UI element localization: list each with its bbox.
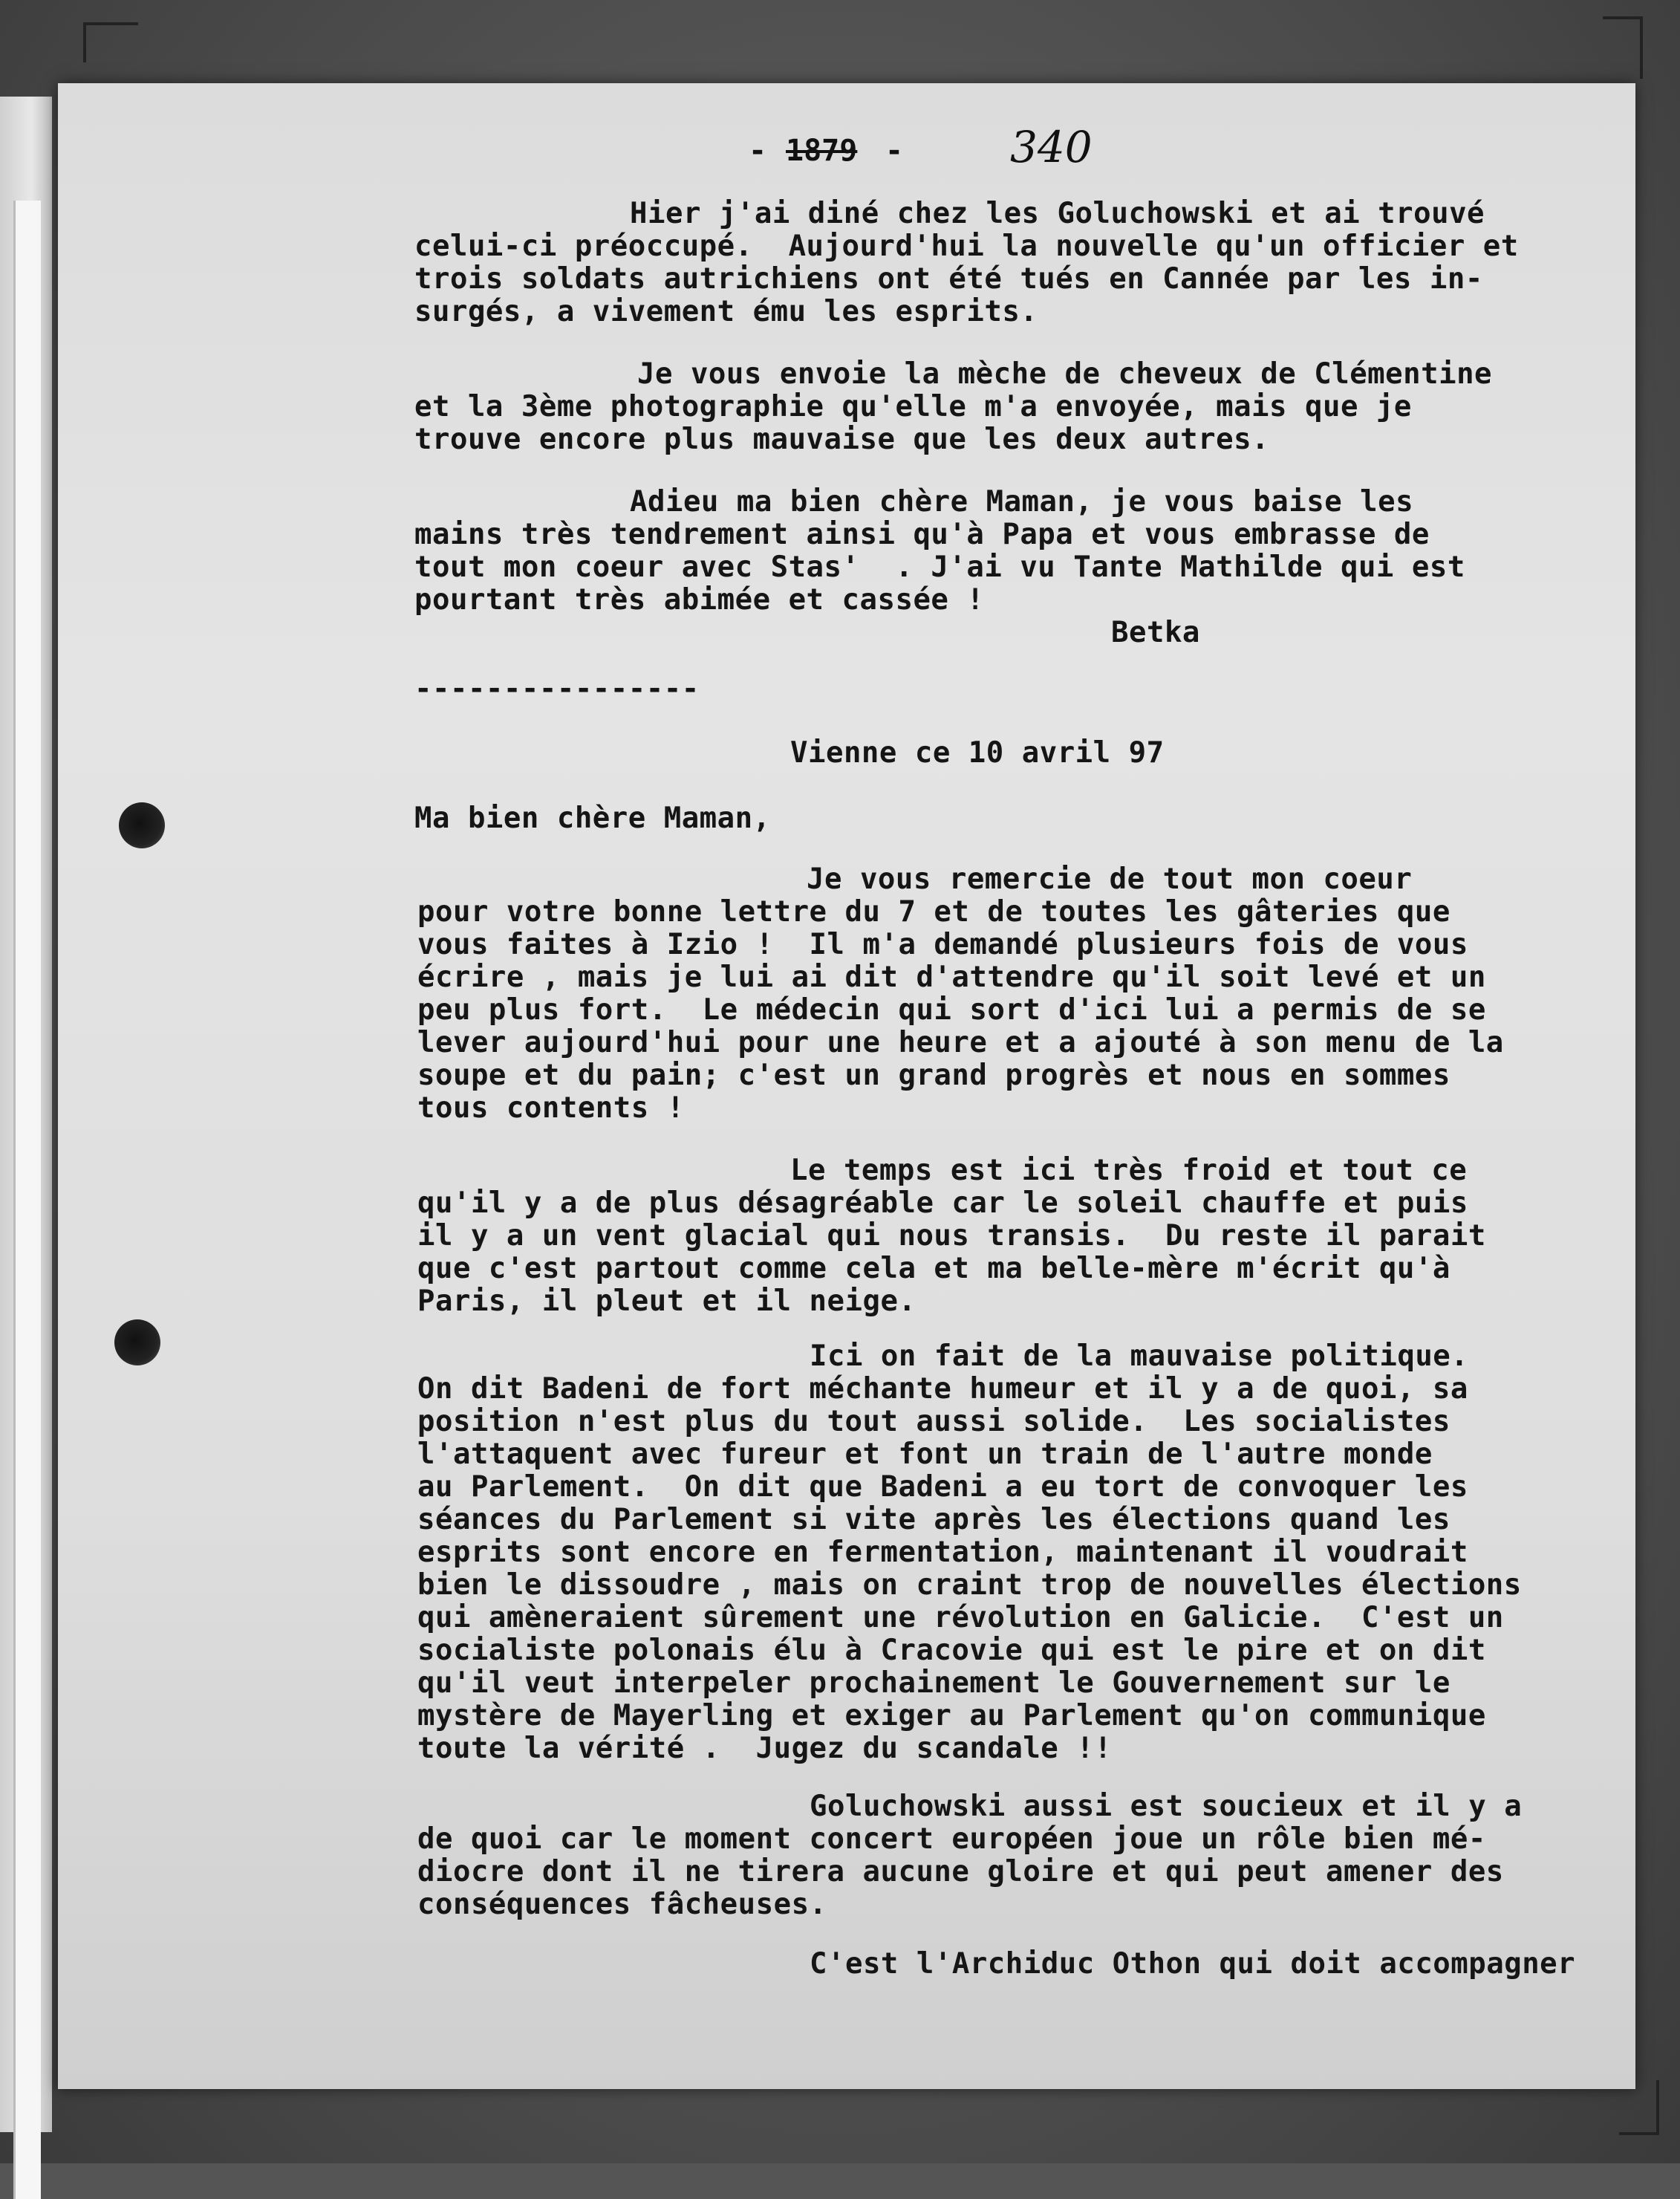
text-line: de quoi car le moment concert européen joue un rôle bien mé- [417,1822,1486,1856]
text-line: pour votre bonne lettre du 7 et de toutes les gâteries que [417,895,1451,929]
letter-date: Vienne ce 10 avril 97 [790,736,1165,770]
text-line: au Parlement. On dit que Badeni a eu tort de convoquer les [417,1470,1468,1504]
text-line: position n'est plus du tout aussi solide. Les socialistes [417,1405,1451,1438]
text-line: surgés, a vivement ému les esprits. [414,295,1038,328]
handwritten-page-number: 340 [1010,122,1093,172]
text-line: diocre dont il ne tirera aucune gloire et qui peut amener des [417,1855,1504,1888]
text-line: peu plus fort. Le médecin qui sort d'ici lui a permis de se [417,993,1486,1027]
text-line: Paris, il pleut et il neige. [417,1284,916,1318]
punch-hole-lower [114,1319,160,1365]
text-line: C'est l'Archiduc Othon qui doit accompagner [810,1947,1576,1981]
text-line: Je vous remercie de tout mon coeur [807,863,1413,896]
text-line: Hier j'ai diné chez les Goluchowski et ai trouvé [630,197,1485,230]
punch-hole-upper [119,802,165,848]
text-line: tous contents ! [417,1091,685,1125]
text-line: esprits sont encore en fermentation, maintenant il voudrait [417,1536,1468,1569]
text-line: pourtant très abimée et cassée ! [414,583,985,617]
old-page-number: 1879 [786,134,858,168]
text-line: soupe et du pain; c'est un grand progrès et nous en sommes [417,1059,1451,1092]
crop-mark-top-left [83,22,138,62]
text-line: trouve encore plus mauvaise que les deux autres. [414,423,1270,456]
text-line: qu'il y a de plus désagréable car le soleil chauffe et puis [417,1186,1468,1220]
page-number-dash-left: - [749,134,767,168]
sheet-strip [13,201,41,2199]
signature-betka: Betka [1111,616,1200,649]
text-line: l'attaquent avec fureur et font un train de l'autre monde [417,1438,1433,1471]
text-line: trois soldats autrichiens ont été tués en Cannée par les in- [414,262,1483,296]
text-line: vous faites à Izio ! Il m'a demandé plusieurs fois de vous [417,928,1468,961]
text-line: mains très tendrement ainsi qu'à Papa et vous embrasse de [414,518,1430,551]
crop-mark-top-right [1603,16,1643,79]
text-line: il y a un vent glacial qui nous transis. Du reste il parait [417,1219,1486,1253]
text-line: et la 3ème photographie qu'elle m'a envoyée, mais que je [414,390,1412,423]
text-line: lever aujourd'hui pour une heure et a ajouté à son menu de la [417,1026,1504,1059]
text-line: mystère de Mayerling et exiger au Parlement qu'on communique [417,1699,1486,1732]
page-number-dash-right: - [885,134,904,168]
text-line: Goluchowski aussi est soucieux et il y a [810,1790,1523,1823]
text-line: séances du Parlement si vite après les élections quand les [417,1503,1451,1536]
text-line: écrire , mais je lui ai dit d'attendre qu'il soit levé et un [417,961,1486,994]
text-line: Ici on fait de la mauvaise politique. [810,1339,1469,1373]
text-line: Adieu ma bien chère Maman, je vous baise les [630,485,1414,519]
text-line: qui amèneraient sûrement une révolution en Galicie. C'est un [417,1601,1504,1634]
text-line: que c'est partout comme cela et ma belle-mère m'écrit qu'à [417,1252,1451,1285]
separator-line: ---------------- [414,672,700,706]
text-line: tout mon coeur avec Stas' . J'ai vu Tante Mathilde qui est [414,550,1465,584]
text-line: socialiste polonais élu à Cracovie qui est le pire et on dit [417,1634,1486,1667]
underlying-sheet-edge [0,97,52,2132]
text-line: Le temps est ici très froid et tout ce [790,1154,1468,1187]
text-line: bien le dissoudre , mais on craint trop de nouvelles élections [417,1568,1522,1602]
text-line: conséquences fâcheuses. [417,1888,827,1921]
letter-page [58,83,1635,2089]
text-line: Je vous envoie la mèche de cheveux de Clémentine [637,357,1493,391]
text-line: On dit Badeni de fort méchante humeur et il y a de quoi, sa [417,1372,1468,1406]
text-line: celui-ci préoccupé. Aujourd'hui la nouvelle qu'un officier et [414,230,1519,263]
salutation: Ma bien chère Maman, [414,802,771,835]
text-line: toute la vérité . Jugez du scandale !! [417,1732,1113,1765]
text-line: qu'il veut interpeler prochainement le Gouvernement sur le [417,1666,1451,1700]
